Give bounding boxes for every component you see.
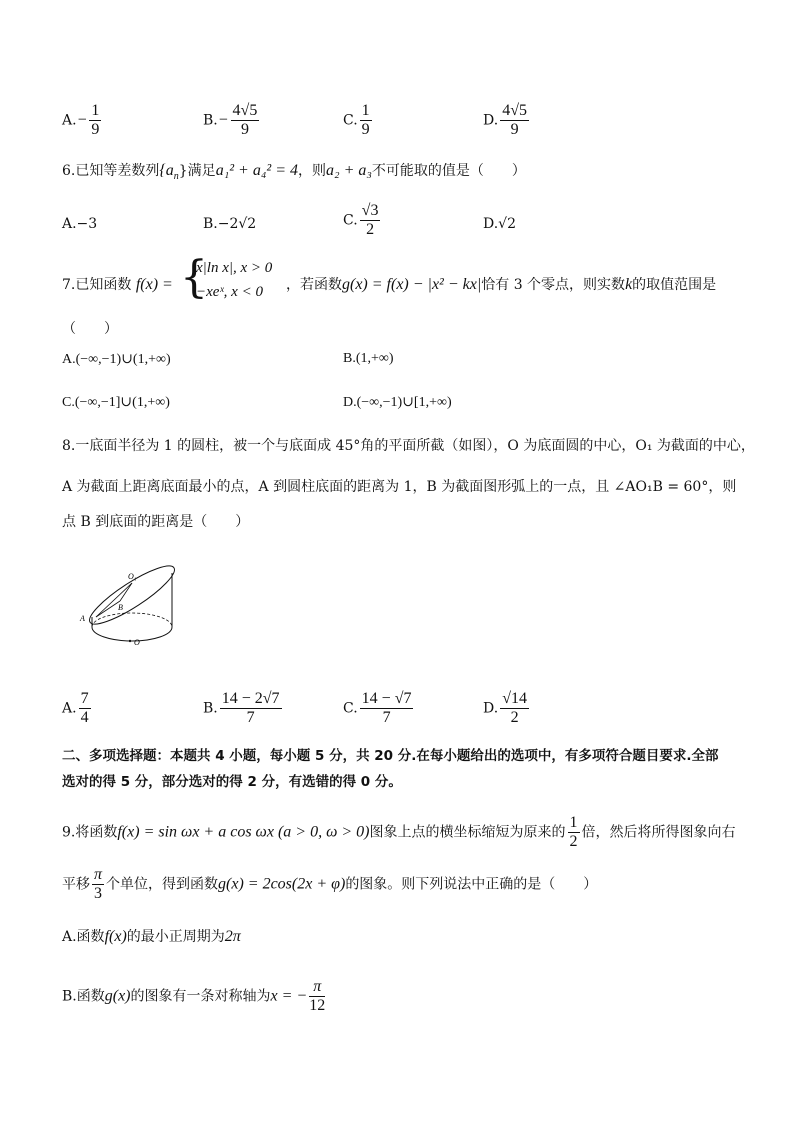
function-f: f(x) = bbox=[135, 276, 173, 293]
text: A 为截面上距离底面最小的点，A 到圆柱底面的距离为 1，B 为截面图形弧上的一点，且 ∠AO₁B = 60°，则 bbox=[62, 479, 737, 495]
q5-option-a bbox=[62, 102, 103, 139]
option-label: D. bbox=[483, 112, 499, 129]
left-brace: { bbox=[180, 252, 208, 303]
q9-line-1 bbox=[62, 814, 736, 851]
text: 倍，然后将所得图象向右 bbox=[581, 824, 736, 841]
text: 的图象。则下列说法中正确的是（ ） bbox=[345, 876, 598, 893]
q6-option-b bbox=[203, 216, 256, 232]
option-text: B.(1,+∞) bbox=[343, 351, 394, 366]
q7-option-b bbox=[343, 351, 394, 367]
text: B.函数 bbox=[62, 988, 105, 1005]
section-2-line-1 bbox=[62, 744, 719, 764]
cylinder-figure bbox=[70, 555, 200, 670]
text: 不可能取的值是（ ） bbox=[371, 163, 526, 179]
denominator: 12 bbox=[309, 997, 326, 1014]
text: 个单位，得到函数 bbox=[106, 876, 219, 893]
fraction bbox=[360, 102, 372, 139]
option-label: B. bbox=[203, 112, 218, 129]
q9-line-2 bbox=[62, 866, 597, 903]
text: 恰有 3 个零点，则实数 bbox=[481, 277, 626, 293]
text: A.函数 bbox=[62, 929, 105, 945]
numerator: √3 bbox=[361, 202, 379, 219]
function-g: g(x) = 2cos(2x + φ) bbox=[218, 875, 346, 893]
fraction bbox=[231, 102, 260, 139]
denominator: 9 bbox=[240, 121, 249, 138]
denominator: 3 bbox=[94, 885, 102, 902]
q8-line-2 bbox=[62, 478, 736, 496]
function-f: f(x) bbox=[104, 928, 127, 945]
text: （ ） bbox=[62, 321, 118, 337]
q7-option-a bbox=[62, 351, 171, 368]
text: ，若函数 bbox=[286, 277, 342, 293]
text: 9.将函数 bbox=[62, 824, 118, 841]
numerator: 1 bbox=[91, 102, 100, 119]
label-o1: O₁ bbox=[128, 572, 137, 581]
section-ellipse bbox=[84, 558, 181, 633]
option-label: B. bbox=[203, 700, 218, 717]
text: 的最小正周期为 bbox=[126, 929, 225, 945]
option-text: D.(−∞,−1)∪[1,+∞) bbox=[343, 395, 452, 410]
numerator: 4√5 bbox=[232, 102, 258, 119]
sign: − bbox=[76, 111, 88, 129]
numerator: 1 bbox=[569, 814, 578, 831]
q6-option-c bbox=[343, 202, 382, 239]
label-b: B bbox=[118, 603, 123, 612]
text: 6.已知等差数列 bbox=[62, 163, 160, 179]
bottom-ellipse-back bbox=[92, 613, 172, 627]
text: 的取值范围是 bbox=[632, 277, 717, 293]
fraction bbox=[89, 102, 101, 139]
q7-option-c bbox=[62, 394, 170, 411]
numerator: √14 bbox=[502, 690, 527, 707]
q7-stem-cont bbox=[286, 276, 716, 294]
function-g: g(x) = f(x) − |x² − kx| bbox=[342, 276, 482, 293]
text: 平移 bbox=[62, 876, 90, 893]
text: }满足 bbox=[178, 163, 216, 179]
segment-a-b bbox=[96, 601, 120, 617]
option-text: B.−2√2 bbox=[203, 216, 257, 232]
text: 图象上点的横坐标缩短为原来的 bbox=[369, 824, 566, 841]
subscript: n bbox=[173, 171, 179, 183]
function-g: g(x) bbox=[104, 987, 131, 1005]
text: {a bbox=[159, 162, 174, 179]
case-1: x|ln x|, x > 0 bbox=[196, 260, 273, 276]
q7-stem bbox=[62, 276, 173, 294]
option-label: A. bbox=[62, 112, 77, 129]
denominator: 9 bbox=[91, 121, 100, 138]
option-label: A. bbox=[62, 700, 77, 717]
numerator: 4√5 bbox=[502, 102, 527, 119]
bottom-ellipse-front bbox=[92, 627, 172, 641]
section-2-line-2 bbox=[62, 770, 402, 790]
q8-option-d bbox=[483, 690, 531, 727]
equation: x = − bbox=[270, 987, 308, 1005]
option-text: C.(−∞,−1]∪(1,+∞) bbox=[62, 395, 170, 410]
center-o-dot bbox=[129, 640, 131, 642]
q8-line-3 bbox=[62, 513, 249, 531]
sign: − bbox=[217, 111, 229, 129]
fraction bbox=[79, 690, 91, 727]
option-label: C. bbox=[343, 700, 358, 717]
text: 二、多项选择题：本题共 4 小题，每小题 5 分，共 20 分.在每小题给出的选项中，有多项符合题目要求.全部 bbox=[62, 748, 719, 764]
option-text: A.(−∞,−1)∪(1,+∞) bbox=[62, 352, 171, 367]
denominator: 2 bbox=[510, 709, 519, 726]
fraction bbox=[309, 978, 325, 1015]
condition: a₁² + a₄² = 4 bbox=[215, 162, 298, 179]
fraction bbox=[360, 690, 414, 727]
numerator: π bbox=[309, 978, 325, 997]
denominator: 7 bbox=[382, 709, 391, 726]
denominator: 7 bbox=[246, 709, 255, 726]
q8-option-b bbox=[203, 690, 284, 727]
denominator: 4 bbox=[80, 709, 89, 726]
fraction bbox=[500, 690, 529, 727]
denominator: 9 bbox=[361, 121, 370, 138]
q6-stem bbox=[62, 162, 526, 186]
q9-option-a bbox=[62, 928, 241, 946]
option-text: D.√2 bbox=[483, 216, 517, 232]
q6-option-a bbox=[62, 216, 97, 232]
fraction bbox=[220, 690, 282, 727]
segment-o1-b bbox=[120, 583, 132, 601]
q8-option-a bbox=[62, 690, 93, 727]
function-f: f(x) = sin ωx + a cos ωx (a > 0, ω > 0) bbox=[117, 823, 370, 841]
variable-k: k bbox=[625, 276, 633, 293]
fraction-shift bbox=[92, 866, 104, 903]
option-text: A.−3 bbox=[62, 216, 98, 232]
q7-paren bbox=[62, 320, 118, 338]
option-label: C. bbox=[343, 112, 358, 129]
fraction bbox=[360, 202, 381, 239]
q8-line-1 bbox=[62, 437, 755, 455]
q5-option-c bbox=[343, 102, 374, 139]
numerator: 7 bbox=[80, 690, 89, 707]
q5-option-d bbox=[483, 102, 531, 139]
text: 8.一底面半径为 1 的圆柱，被一个与底面成 45°角的平面所截（如图），O 为底面圆的中心，O₁ 为截面的中心， bbox=[62, 438, 755, 454]
numerator: 14 − √7 bbox=[361, 690, 412, 707]
case-2: −xeˣ, x < 0 bbox=[196, 284, 263, 300]
numerator: 14 − 2√7 bbox=[221, 690, 280, 707]
q8-option-c bbox=[343, 690, 415, 727]
q9-option-b bbox=[62, 978, 327, 1015]
q6-option-d bbox=[483, 216, 516, 232]
text: 7.已知函数 bbox=[62, 277, 132, 293]
fraction bbox=[500, 102, 529, 139]
numerator: π bbox=[94, 866, 103, 883]
denominator: 2 bbox=[366, 221, 375, 238]
denominator: 9 bbox=[510, 121, 519, 138]
text: ，则 bbox=[298, 163, 326, 179]
option-label: D. bbox=[483, 700, 499, 717]
denominator: 2 bbox=[569, 833, 578, 850]
q5-option-b bbox=[203, 102, 261, 139]
label-o: O bbox=[134, 638, 140, 647]
text: 的图象有一条对称轴为 bbox=[130, 988, 271, 1005]
sequence bbox=[159, 162, 179, 183]
expression: a₂ + a₃ bbox=[326, 162, 372, 179]
text: 选对的得 5 分，部分选对的得 2 分，有选错的得 0 分。 bbox=[62, 774, 402, 790]
value: 2π bbox=[224, 928, 241, 945]
numerator: 1 bbox=[361, 102, 370, 119]
label-a: A bbox=[80, 614, 85, 623]
option-label: C. bbox=[343, 212, 358, 229]
q7-option-d bbox=[343, 394, 452, 411]
text: 点 B 到底面的距离是（ ） bbox=[62, 514, 250, 530]
fraction-half bbox=[568, 814, 580, 851]
